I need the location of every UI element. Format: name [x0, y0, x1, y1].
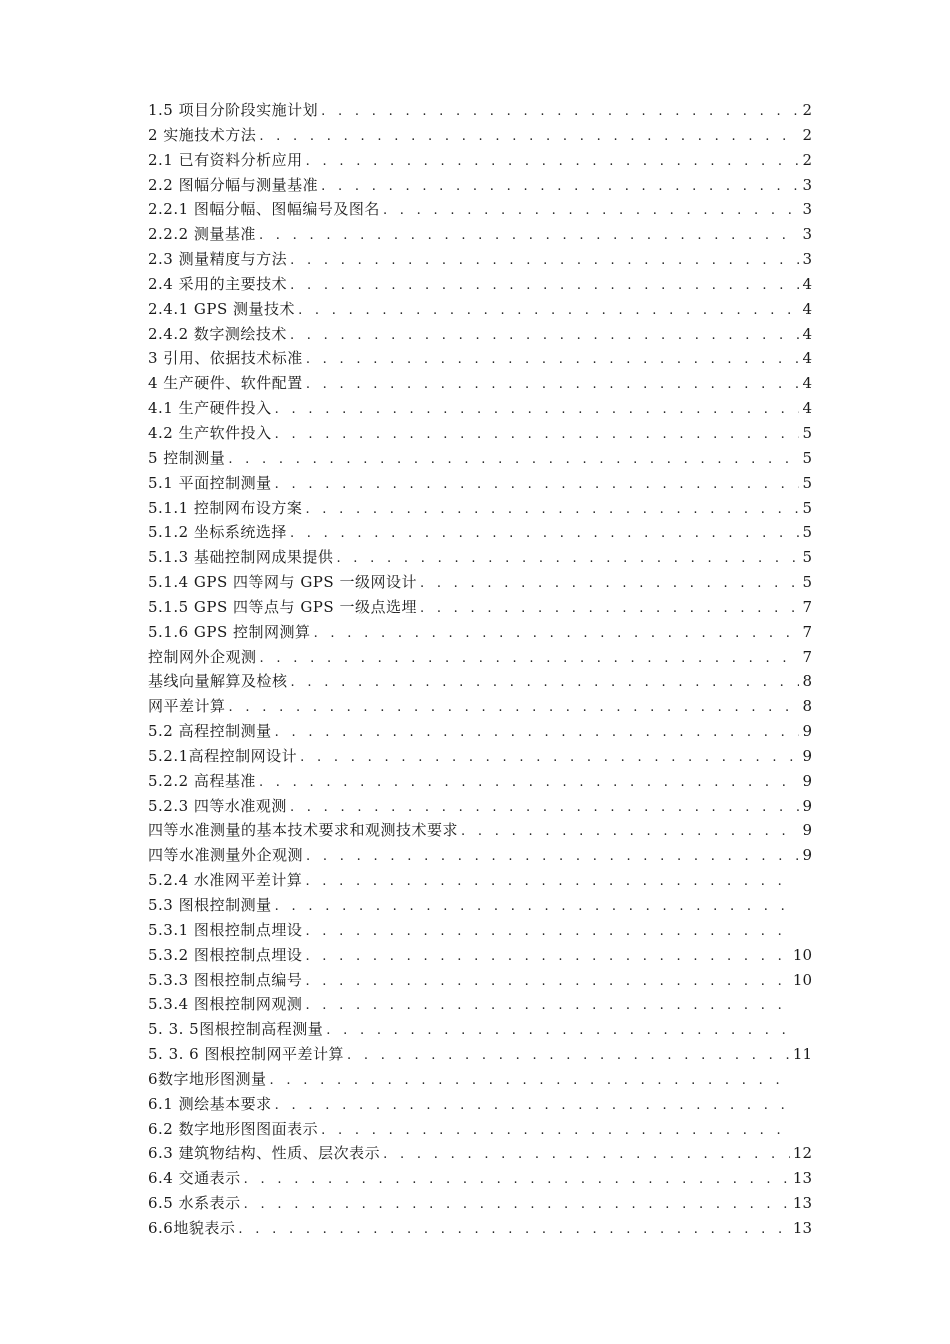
- toc-entry-title: 4.1 生产硬件投入: [148, 399, 272, 418]
- toc-entry-title: 2.4.2 数字测绘技术: [148, 324, 287, 343]
- toc-dot-leader: [290, 522, 799, 547]
- toc-entry-page-number: 5: [802, 448, 812, 467]
- toc-entry[interactable]: [148, 595, 812, 620]
- toc-entry-page-number: 4: [802, 274, 812, 293]
- toc-dot-leader: [298, 299, 799, 324]
- toc-entry[interactable]: [148, 694, 812, 719]
- toc-entry[interactable]: [148, 1191, 812, 1216]
- toc-entry[interactable]: [148, 645, 812, 670]
- toc-entry[interactable]: [148, 943, 812, 968]
- toc-entry[interactable]: [148, 744, 812, 769]
- toc-dot-leader: [238, 1218, 790, 1243]
- toc-entry[interactable]: [148, 371, 812, 396]
- toc-entry-page-number: 13: [792, 1218, 812, 1237]
- toc-entry-page-number: 3: [802, 250, 812, 269]
- toc-dot-leader: [305, 945, 789, 970]
- toc-entry-title: 四等水准测量的基本技术要求和观测技术要求: [148, 821, 459, 840]
- toc-entry-title: 基线向量解算及检核: [148, 672, 288, 691]
- toc-entry[interactable]: [148, 1166, 812, 1191]
- toc-dot-leader: [259, 125, 799, 150]
- toc-entry[interactable]: [148, 297, 812, 322]
- toc-entry-page-number: 5: [802, 498, 812, 517]
- toc-entry-title: 5.1.6 GPS 控制网测算: [148, 622, 311, 641]
- toc-entry[interactable]: [148, 918, 812, 943]
- toc-entry-title: 5.2.3 四等水准观测: [148, 796, 287, 815]
- toc-entry[interactable]: [148, 247, 812, 272]
- toc-entry-title: 5.1.2 坐标系统选择: [148, 523, 287, 542]
- toc-entry[interactable]: [148, 98, 812, 123]
- toc-entry-title: 5 控制测量: [148, 448, 226, 467]
- toc-dot-leader: [260, 647, 799, 672]
- toc-entry-page-number: 5: [802, 548, 812, 567]
- toc-entry-page-number: 4: [802, 374, 812, 393]
- toc-entry-page-number: 9: [802, 821, 812, 840]
- toc-entry-title: 5. 3. 5图根控制高程测量: [148, 1020, 324, 1039]
- toc-entry-page-number: 7: [802, 647, 812, 666]
- toc-entry-page-number: 5: [802, 473, 812, 492]
- toc-entry-page-number: 3: [802, 175, 812, 194]
- toc-entry[interactable]: [148, 620, 812, 645]
- toc-entry[interactable]: [148, 173, 812, 198]
- toc-entry-title: 2.4.1 GPS 测量技术: [148, 299, 296, 318]
- toc-entry-page-number: 9: [802, 722, 812, 741]
- toc-entry-page-number: 9: [802, 746, 812, 765]
- toc-dot-leader: [275, 473, 799, 498]
- toc-entry-page-number: 9: [802, 796, 812, 815]
- toc-dot-leader: [420, 597, 799, 622]
- toc-dot-leader: [229, 696, 799, 721]
- toc-entry[interactable]: [148, 893, 812, 918]
- toc-entry[interactable]: [148, 1117, 812, 1142]
- toc-dot-leader: [228, 448, 799, 473]
- toc-entry-page-number: 4: [802, 299, 812, 318]
- toc-entry-page-number: 5: [802, 523, 812, 542]
- toc-entry-title: 5.2.4 水准网平差计算: [148, 871, 303, 890]
- toc-entry-title: 5.3.3 图根控制点编号: [148, 970, 303, 989]
- toc-entry-title: 四等水准测量外企观测: [148, 846, 304, 865]
- toc-entry[interactable]: [148, 1141, 812, 1166]
- toc-dot-leader: [321, 175, 799, 200]
- toc-entry[interactable]: [148, 346, 812, 371]
- toc-entry-page-number: 13: [792, 1169, 812, 1188]
- toc-entry-page-number: 13: [792, 1194, 812, 1213]
- toc-entry[interactable]: [148, 148, 812, 173]
- toc-entry[interactable]: [148, 471, 812, 496]
- toc-dot-leader: [290, 796, 799, 821]
- toc-entry-page-number: 7: [802, 622, 812, 641]
- toc-entry[interactable]: [148, 1017, 812, 1042]
- toc-dot-leader: [291, 671, 799, 696]
- toc-dot-leader: [314, 622, 799, 647]
- toc-entry-page-number: 10: [792, 945, 812, 964]
- toc-entry[interactable]: [148, 868, 812, 893]
- toc-dot-leader: [275, 423, 799, 448]
- toc-entry-page-number: 11: [792, 1045, 812, 1064]
- toc-entry[interactable]: [148, 421, 812, 446]
- toc-entry[interactable]: [148, 396, 812, 421]
- toc-entry-title: 6.1 测绘基本要求: [148, 1094, 272, 1113]
- toc-entry[interactable]: [148, 719, 812, 744]
- toc-entry-title: 5.1 平面控制测量: [148, 473, 272, 492]
- toc-dot-leader: [290, 274, 799, 299]
- toc-entry[interactable]: [148, 1092, 812, 1117]
- toc-entry-page-number: 8: [802, 697, 812, 716]
- toc-entry-page-number: 2: [802, 150, 812, 169]
- toc-entry-title: 5.1.1 控制网布设方案: [148, 498, 303, 517]
- toc-entry-page-number: 4: [802, 399, 812, 418]
- toc-entry-title: 5.1.3 基础控制网成果提供: [148, 548, 334, 567]
- toc-entry-title: 4 生产硬件、软件配置: [148, 374, 303, 393]
- toc-entry[interactable]: [148, 1067, 812, 1092]
- toc-dot-leader: [259, 224, 799, 249]
- toc-dot-leader: [321, 1119, 792, 1144]
- toc-entry-title: 2.1 已有资料分析应用: [148, 150, 303, 169]
- toc-dot-leader: [305, 994, 792, 1019]
- toc-entry-title: 2 实施技术方法: [148, 125, 257, 144]
- toc-entry-title: 2.2.1 图幅分幅、图幅编号及图名: [148, 200, 380, 219]
- toc-entry[interactable]: [148, 669, 812, 694]
- toc-entry-page-number: 9: [802, 846, 812, 865]
- toc-entry-title: 6.2 数字地形图图面表示: [148, 1119, 319, 1138]
- toc-entry-title: 5.2.1高程控制网设计: [148, 746, 298, 765]
- toc-entry[interactable]: [148, 520, 812, 545]
- toc-entry-title: 3 引用、依据技术标准: [148, 349, 303, 368]
- toc-dot-leader: [305, 498, 799, 523]
- toc-entry[interactable]: [148, 818, 812, 843]
- toc-entry-page-number: 4: [802, 349, 812, 368]
- toc-dot-leader: [300, 746, 799, 771]
- toc-dot-leader: [336, 547, 799, 572]
- toc-entry-title: 5.3.1 图根控制点埋设: [148, 920, 303, 939]
- toc-entry-page-number: 3: [802, 200, 812, 219]
- toc-dot-leader: [275, 398, 799, 423]
- toc-dot-leader: [290, 249, 799, 274]
- toc-entry[interactable]: [148, 496, 812, 521]
- toc-dot-leader: [326, 1019, 792, 1044]
- toc-entry-page-number: 5: [802, 573, 812, 592]
- toc-dot-leader: [420, 572, 799, 597]
- toc-entry-title: 1.5 项目分阶段实施计划: [148, 101, 319, 119]
- toc-dot-leader: [244, 1168, 790, 1193]
- toc-entry-title: 网平差计算: [148, 697, 226, 716]
- toc-entry-title: 5.2.2 高程基准: [148, 771, 256, 790]
- toc-entry[interactable]: [148, 1216, 812, 1241]
- toc-dot-leader: [461, 820, 799, 845]
- toc-dot-leader: [259, 771, 799, 796]
- toc-entry[interactable]: [148, 123, 812, 148]
- toc-entry-page-number: 2: [802, 101, 812, 119]
- toc-entry-title: 6.3 建筑物结构、性质、层次表示: [148, 1144, 381, 1163]
- toc-entry[interactable]: [148, 272, 812, 297]
- toc-entry[interactable]: [148, 843, 812, 868]
- toc-dot-leader: [275, 895, 792, 920]
- toc-entry-title: 2.3 测量精度与方法: [148, 250, 288, 269]
- toc-dot-leader: [347, 1044, 790, 1069]
- toc-entry[interactable]: [148, 446, 812, 471]
- toc-entry[interactable]: [148, 769, 812, 794]
- toc-entry[interactable]: [148, 222, 812, 247]
- toc-entry-title: 4.2 生产软件投入: [148, 423, 272, 442]
- toc-entry-title: 控制网外企观测: [148, 647, 257, 666]
- toc-entry[interactable]: [148, 570, 812, 595]
- toc-entry[interactable]: [148, 545, 812, 570]
- toc-entry[interactable]: [148, 197, 812, 222]
- toc-entry-title: 2.4 采用的主要技术: [148, 274, 288, 293]
- toc-dot-leader: [306, 150, 799, 175]
- toc-entry[interactable]: [148, 968, 812, 993]
- toc-entry-title: 6.5 水系表示: [148, 1194, 241, 1213]
- toc-dot-leader: [306, 373, 799, 398]
- toc-dot-leader: [270, 1069, 792, 1094]
- toc-dot-leader: [321, 100, 799, 125]
- toc-entry-page-number: 9: [802, 771, 812, 790]
- toc-entry-title: 5.3 图根控制测量: [148, 896, 272, 914]
- toc-entry-page-number: 3: [802, 225, 812, 244]
- toc-entry-title: 5.1.4 GPS 四等网与 GPS 一级网设计: [148, 573, 417, 592]
- toc-entry-title: 5.2 高程控制测量: [148, 722, 272, 741]
- toc-entry-title: 6数字地形图测量: [148, 1069, 267, 1088]
- table-of-contents: [148, 98, 812, 1241]
- toc-entry-page-number: 10: [792, 970, 812, 989]
- toc-entry-title: 5.3.2 图根控制点埋设: [148, 945, 303, 964]
- toc-entry[interactable]: [148, 794, 812, 819]
- toc-dot-leader: [305, 920, 792, 945]
- toc-entry-page-number: 7: [802, 597, 812, 616]
- toc-dot-leader: [275, 1094, 792, 1119]
- toc-dot-leader: [290, 324, 799, 349]
- toc-entry-page-number: 8: [802, 672, 812, 691]
- toc-dot-leader: [383, 199, 799, 224]
- toc-entry[interactable]: [148, 322, 812, 347]
- toc-dot-leader: [383, 1143, 790, 1168]
- toc-entry-title: 6.4 交通表示: [148, 1169, 241, 1188]
- toc-dot-leader: [244, 1193, 790, 1218]
- toc-entry-title: 6.6地貌表示: [148, 1218, 236, 1237]
- toc-entry-title: 5. 3. 6 图根控制网平差计算: [148, 1045, 344, 1064]
- toc-entry-page-number: 5: [802, 423, 812, 442]
- toc-entry[interactable]: [148, 992, 812, 1017]
- toc-entry-page-number: 2: [802, 125, 812, 144]
- toc-entry-title: 5.3.4 图根控制网观测: [148, 995, 303, 1014]
- toc-entry-page-number: 4: [802, 324, 812, 343]
- toc-dot-leader: [305, 870, 792, 895]
- toc-entry[interactable]: [148, 1042, 812, 1067]
- toc-entry-title: 2.2.2 测量基准: [148, 225, 256, 244]
- toc-entry-title: 5.1.5 GPS 四等点与 GPS 一级点选埋: [148, 597, 417, 616]
- toc-dot-leader: [306, 348, 799, 373]
- toc-dot-leader: [275, 721, 799, 746]
- toc-entry-page-number: 12: [792, 1144, 812, 1163]
- toc-entry-title: 2.2 图幅分幅与测量基准: [148, 175, 319, 194]
- toc-dot-leader: [306, 845, 799, 870]
- toc-dot-leader: [305, 970, 789, 995]
